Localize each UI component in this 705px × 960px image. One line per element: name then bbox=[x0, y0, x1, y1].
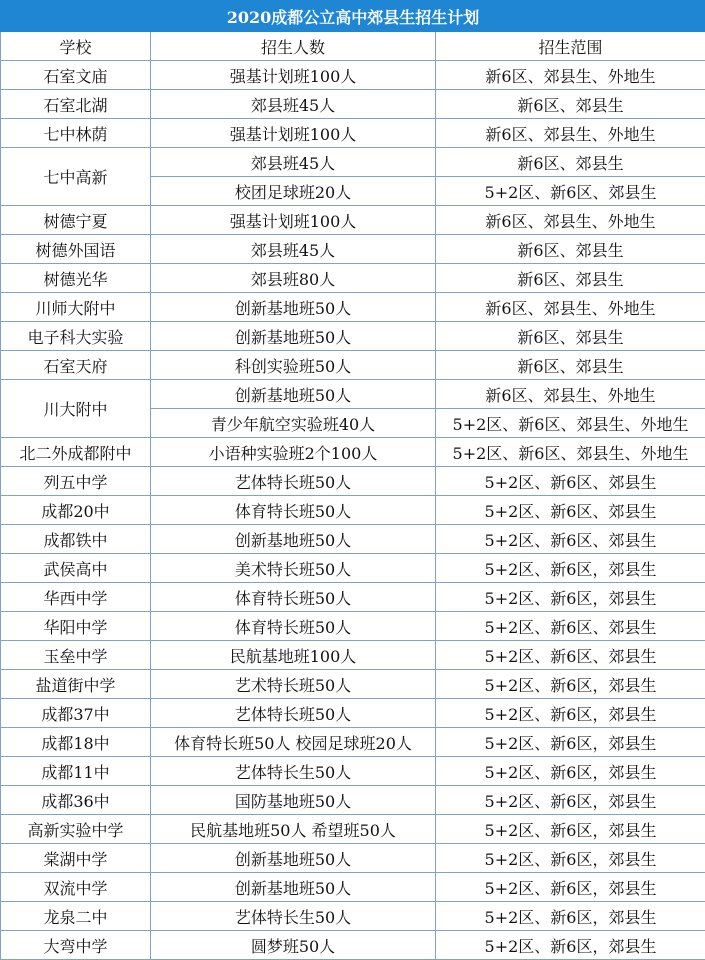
school-cell: 川大附中 bbox=[1, 380, 151, 438]
table-row bbox=[1, 757, 705, 786]
quota-cell: 体育特长班50人 bbox=[151, 583, 436, 612]
school-cell: 列五中学 bbox=[1, 467, 151, 496]
school-cell: 玉垒中学 bbox=[1, 641, 151, 670]
table-row bbox=[1, 931, 705, 960]
scope-cell: 5+2区、新6区，郊县生 bbox=[436, 786, 705, 815]
table-row bbox=[1, 612, 705, 641]
school-cell: 七中高新 bbox=[1, 148, 151, 206]
quota-cell: 郊县班45人 bbox=[151, 148, 436, 177]
table-row bbox=[1, 554, 705, 583]
scope-cell: 新6区、郊县生、外地生 bbox=[436, 61, 705, 90]
quota-cell: 科创实验班50人 bbox=[151, 351, 436, 380]
school-cell: 华西中学 bbox=[1, 583, 151, 612]
school-cell: 成都37中 bbox=[1, 699, 151, 728]
scope-cell: 新6区、郊县生 bbox=[436, 351, 705, 380]
scope-cell: 5+2区、新6区，郊县生 bbox=[436, 931, 705, 960]
table-row bbox=[1, 902, 705, 931]
table-row bbox=[1, 322, 705, 351]
table-row bbox=[1, 670, 705, 699]
scope-cell: 新6区、郊县生、外地生 bbox=[436, 119, 705, 148]
school-cell: 大弯中学 bbox=[1, 931, 151, 960]
scope-cell: 5+2区、新6区，郊县生 bbox=[436, 583, 705, 612]
school-cell: 树德宁夏 bbox=[1, 206, 151, 235]
scope-cell: 5+2区、新6区，郊县生 bbox=[436, 728, 705, 757]
quota-cell: 创新基地班50人 bbox=[151, 322, 436, 351]
table-row bbox=[1, 496, 705, 525]
scope-cell: 5+2区、新6区，郊县生 bbox=[436, 670, 705, 699]
school-cell: 树德光华 bbox=[1, 264, 151, 293]
quota-cell: 艺体特长生50人 bbox=[151, 757, 436, 786]
title-row bbox=[1, 1, 705, 32]
school-cell: 成都36中 bbox=[1, 786, 151, 815]
quota-cell: 创新基地班50人 bbox=[151, 844, 436, 873]
school-cell: 武侯高中 bbox=[1, 554, 151, 583]
table-row bbox=[1, 641, 705, 670]
scope-cell: 5+2区、新6区、郊县生、外地生 bbox=[436, 409, 705, 438]
table-row bbox=[1, 264, 705, 293]
quota-cell: 艺体特长生50人 bbox=[151, 902, 436, 931]
school-cell: 电子科大实验 bbox=[1, 322, 151, 351]
scope-cell: 5+2区、新6区、郊县生、外地生 bbox=[436, 438, 705, 467]
school-cell: 川师大附中 bbox=[1, 293, 151, 322]
scope-cell: 5+2区、新6区，郊县生 bbox=[436, 757, 705, 786]
quota-cell: 郊县班45人 bbox=[151, 90, 436, 119]
school-cell: 高新实验中学 bbox=[1, 815, 151, 844]
school-cell: 树德外国语 bbox=[1, 235, 151, 264]
scope-cell: 新6区、郊县生 bbox=[436, 264, 705, 293]
quota-cell: 民航基地班100人 bbox=[151, 641, 436, 670]
quota-cell: 郊县班45人 bbox=[151, 235, 436, 264]
school-cell: 石室文庙 bbox=[1, 61, 151, 90]
table-row bbox=[1, 786, 705, 815]
table-row bbox=[1, 728, 705, 757]
scope-cell: 5+2区、新6区、郊县生 bbox=[436, 641, 705, 670]
table-row bbox=[1, 119, 705, 148]
table-row bbox=[1, 873, 705, 902]
column-header-scope: 招生范围 bbox=[436, 32, 705, 61]
school-cell: 石室天府 bbox=[1, 351, 151, 380]
table-row bbox=[1, 699, 705, 728]
quota-cell: 体育特长班50人 校园足球班20人 bbox=[151, 728, 436, 757]
scope-cell: 新6区、郊县生、外地生 bbox=[436, 206, 705, 235]
table-row bbox=[1, 380, 705, 409]
scope-cell: 新6区、郊县生 bbox=[436, 90, 705, 119]
scope-cell: 新6区、郊县生 bbox=[436, 235, 705, 264]
table-row bbox=[1, 293, 705, 322]
scope-cell: 5+2区、新6区、郊县生 bbox=[436, 525, 705, 554]
header-row bbox=[1, 32, 705, 61]
school-cell: 成都20中 bbox=[1, 496, 151, 525]
quota-cell: 国防基地班50人 bbox=[151, 786, 436, 815]
quota-cell: 艺术特长班50人 bbox=[151, 670, 436, 699]
scope-cell: 5+2区、新6区、郊县生 bbox=[436, 467, 705, 496]
scope-cell: 5+2区、新6区，郊县生 bbox=[436, 815, 705, 844]
quota-cell: 创新基地班50人 bbox=[151, 380, 436, 409]
table-row bbox=[1, 815, 705, 844]
column-header-quota: 招生人数 bbox=[151, 32, 436, 61]
table-row bbox=[1, 90, 705, 119]
quota-cell: 郊县班80人 bbox=[151, 264, 436, 293]
quota-cell: 强基计划班100人 bbox=[151, 119, 436, 148]
school-cell: 成都11中 bbox=[1, 757, 151, 786]
school-cell: 石室北湖 bbox=[1, 90, 151, 119]
scope-cell: 5+2区、新6区、郊县生 bbox=[436, 177, 705, 206]
table-row bbox=[1, 148, 705, 177]
scope-cell: 5+2区、新6区、郊县生 bbox=[436, 496, 705, 525]
school-cell: 七中林荫 bbox=[1, 119, 151, 148]
school-cell: 华阳中学 bbox=[1, 612, 151, 641]
table-row bbox=[1, 525, 705, 554]
table-row bbox=[1, 844, 705, 873]
quota-cell: 创新基地班50人 bbox=[151, 525, 436, 554]
scope-cell: 5+2区、新6区、郊县生 bbox=[436, 612, 705, 641]
scope-cell: 新6区、郊县生、外地生 bbox=[436, 380, 705, 409]
quota-cell: 强基计划班100人 bbox=[151, 206, 436, 235]
table-row bbox=[1, 206, 705, 235]
quota-cell: 体育特长班50人 bbox=[151, 612, 436, 641]
table-row bbox=[1, 351, 705, 380]
school-cell: 北二外成都附中 bbox=[1, 438, 151, 467]
quota-cell: 美术特长班50人 bbox=[151, 554, 436, 583]
school-cell: 盐道街中学 bbox=[1, 670, 151, 699]
table-row bbox=[1, 438, 705, 467]
quota-cell: 小语种实验班2个100人 bbox=[151, 438, 436, 467]
table-title: 2020成都公立高中郊县生招生计划 bbox=[1, 1, 705, 32]
quota-cell: 创新基地班50人 bbox=[151, 873, 436, 902]
scope-cell: 新6区、郊县生、外地生 bbox=[436, 293, 705, 322]
table-row bbox=[1, 61, 705, 90]
scope-cell: 5+2区、新6区，郊县生 bbox=[436, 554, 705, 583]
table-row bbox=[1, 235, 705, 264]
scope-cell: 新6区、郊县生 bbox=[436, 148, 705, 177]
quota-cell: 强基计划班100人 bbox=[151, 61, 436, 90]
scope-cell: 5+2区、新6区，郊县生 bbox=[436, 699, 705, 728]
scope-cell: 新6区、郊县生 bbox=[436, 322, 705, 351]
table-body bbox=[1, 61, 705, 960]
quota-cell: 艺体特长班50人 bbox=[151, 467, 436, 496]
table-row bbox=[1, 583, 705, 612]
quota-cell: 创新基地班50人 bbox=[151, 293, 436, 322]
quota-cell: 校团足球班20人 bbox=[151, 177, 436, 206]
column-header-school: 学校 bbox=[1, 32, 151, 61]
quota-cell: 艺体特长班50人 bbox=[151, 699, 436, 728]
school-cell: 棠湖中学 bbox=[1, 844, 151, 873]
school-cell: 龙泉二中 bbox=[1, 902, 151, 931]
school-cell: 成都18中 bbox=[1, 728, 151, 757]
school-cell: 成都铁中 bbox=[1, 525, 151, 554]
table-row bbox=[1, 467, 705, 496]
school-cell: 双流中学 bbox=[1, 873, 151, 902]
scope-cell: 5+2区、新6区，郊县生 bbox=[436, 844, 705, 873]
scope-cell: 5+2区、新6区，郊县生 bbox=[436, 902, 705, 931]
quota-cell: 青少年航空实验班40人 bbox=[151, 409, 436, 438]
quota-cell: 民航基地班50人 希望班50人 bbox=[151, 815, 436, 844]
quota-cell: 体育特长班50人 bbox=[151, 496, 436, 525]
quota-cell: 圆梦班50人 bbox=[151, 931, 436, 960]
scope-cell: 5+2区、新6区，郊县生 bbox=[436, 873, 705, 902]
